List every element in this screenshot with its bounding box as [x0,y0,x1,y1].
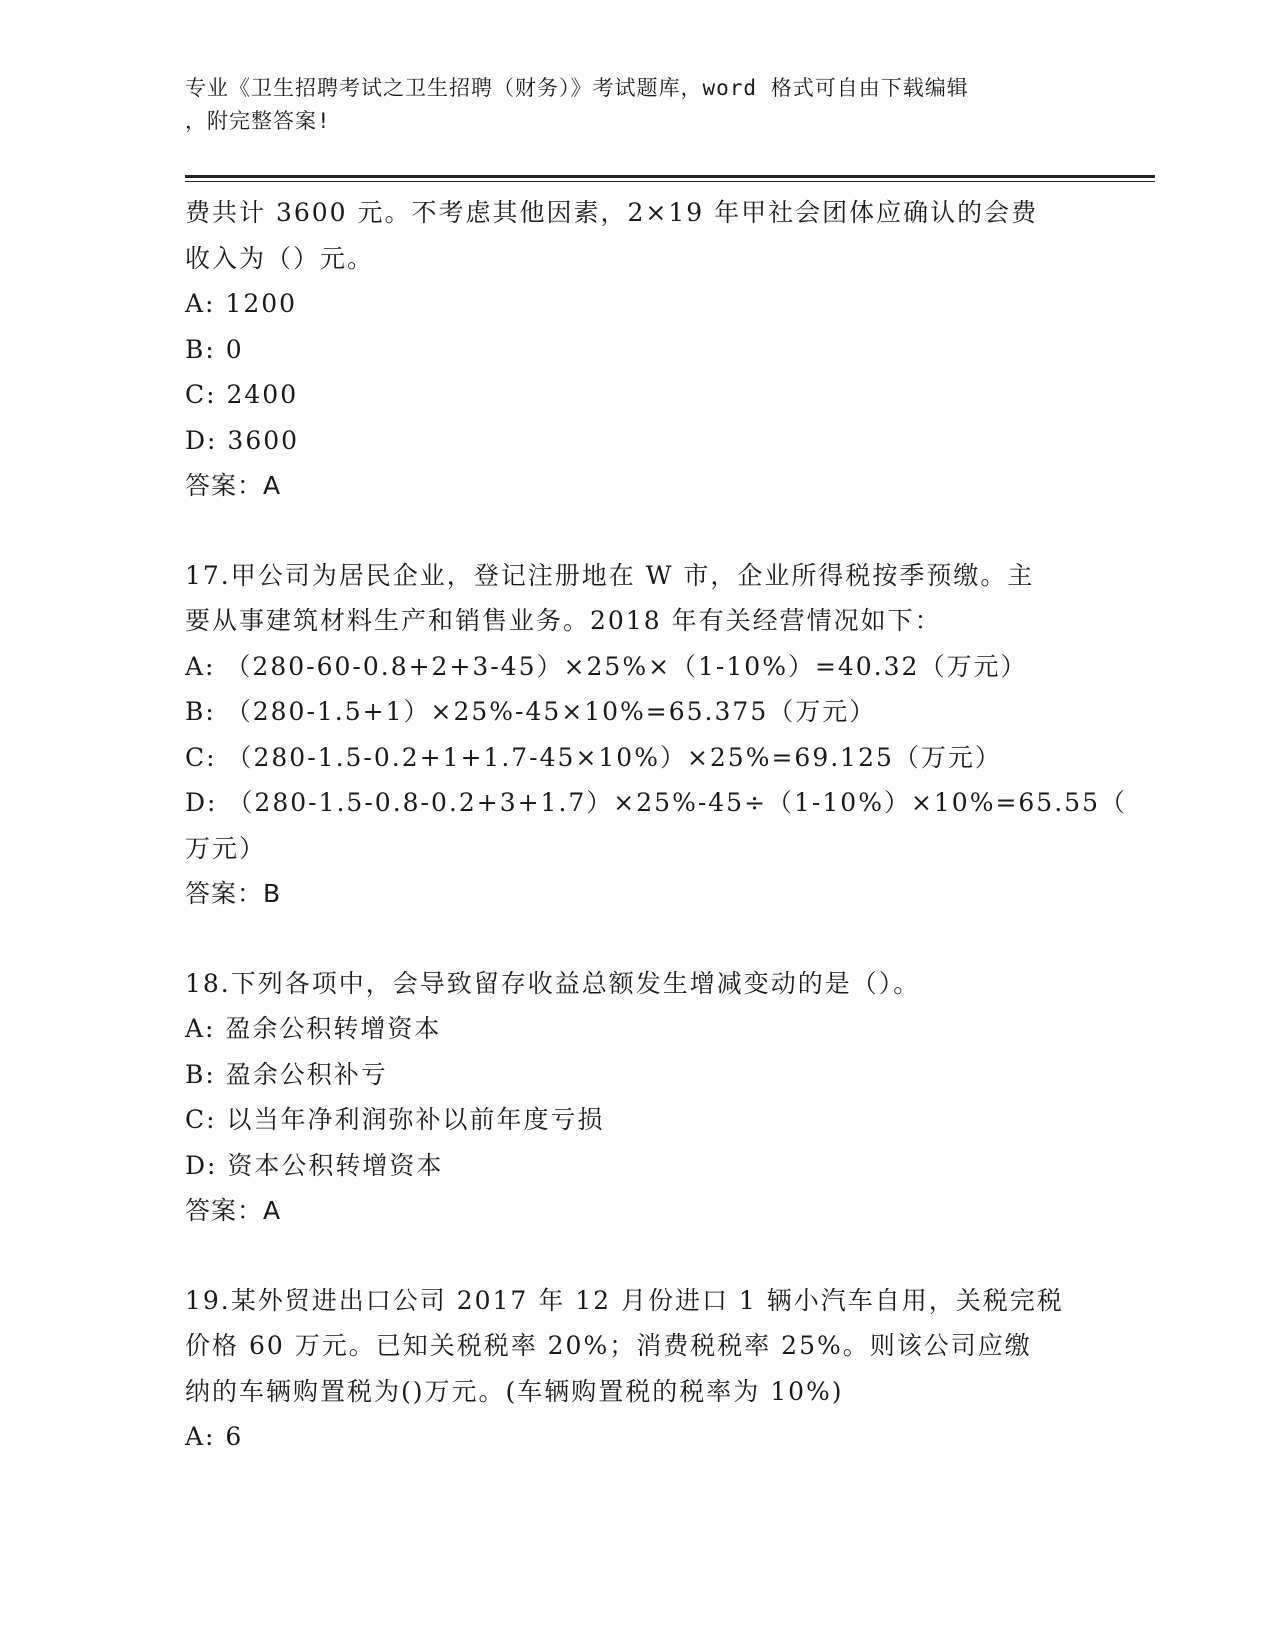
answer-label: 答案：A [185,1196,282,1225]
option-c: C: 2400 [185,380,299,409]
header-divider-thin [185,181,1155,182]
option-a: A: 盈余公积转增资本 [185,1014,442,1043]
question-stem: 要从事建筑材料生产和销售业务。2018 年有关经营情况如下： [185,606,942,635]
option-b: B: （280-1.5+1）×25%-45×10%=65.375（万元） [185,697,877,726]
page-header [185,72,1075,138]
question-19 [185,1278,1075,1460]
question-stem: 价格 60 万元。已知关税税率 20%；消费税税率 25%。则该公司应缴 [185,1331,1032,1360]
option-d: D: 资本公积转增资本 [185,1150,444,1180]
option-d: D: （280-1.5-0.8-0.2+3+1.7）×25%-45÷（1-10%）×10%=65.55（ [185,788,1127,817]
header-title-line: 专业《卫生招聘考试之卫生招聘（财务）》考试题库，word 格式可自由下载编辑 [185,76,969,100]
option-a: A: 1200 [185,289,298,318]
answer-label: 答案：B [185,879,282,908]
option-a: A: 6 [185,1422,244,1451]
question-spacer [185,917,1075,961]
option-c: C: （280-1.5-0.2+1+1.7-45×10%）×25%=69.125（万元） [185,742,1002,772]
question-17 [185,553,1127,917]
header-title-continuation: ，附完整答案! [185,109,331,133]
question-stem: 19.某外贸进出口公司 2017 年 12 月份进口 1 辆小汽车自用，关税完税 [185,1285,1064,1315]
question-list [185,190,1127,1460]
question-stem: 17.甲公司为居民企业，登记注册地在 W 市，企业所得税按季预缴。主 [185,560,1035,590]
option-b: B: 0 [185,334,244,364]
answer-label: 答案：A [185,471,282,500]
option-d-continuation: 万元） [185,833,267,863]
option-b: B: 盈余公积补亏 [185,1059,388,1089]
header-divider-thick [185,175,1155,178]
question-stem: 纳的车辆购置税为()万元。(车辆购置税的税率为 10%) [185,1376,844,1406]
question-16 [185,190,1075,509]
question-stem: 收入为（）元。 [185,243,375,273]
option-c: C: 以当年净利润弥补以前年度亏损 [185,1105,605,1134]
option-d: D: 3600 [185,425,300,455]
question-stem: 费共计 3600 元。不考虑其他因素，2×19 年甲社会团体应确认的会费 [185,198,1039,227]
option-a: A: （280-60-0.8+2+3-45）×25%×（1-10%）=40.32（万元） [185,651,1028,681]
question-spacer [185,1234,1075,1278]
question-18 [185,961,1075,1234]
question-spacer [185,509,1075,553]
question-stem: 18.下列各项中，会导致留存收益总额发生增减变动的是（）。 [185,968,921,998]
